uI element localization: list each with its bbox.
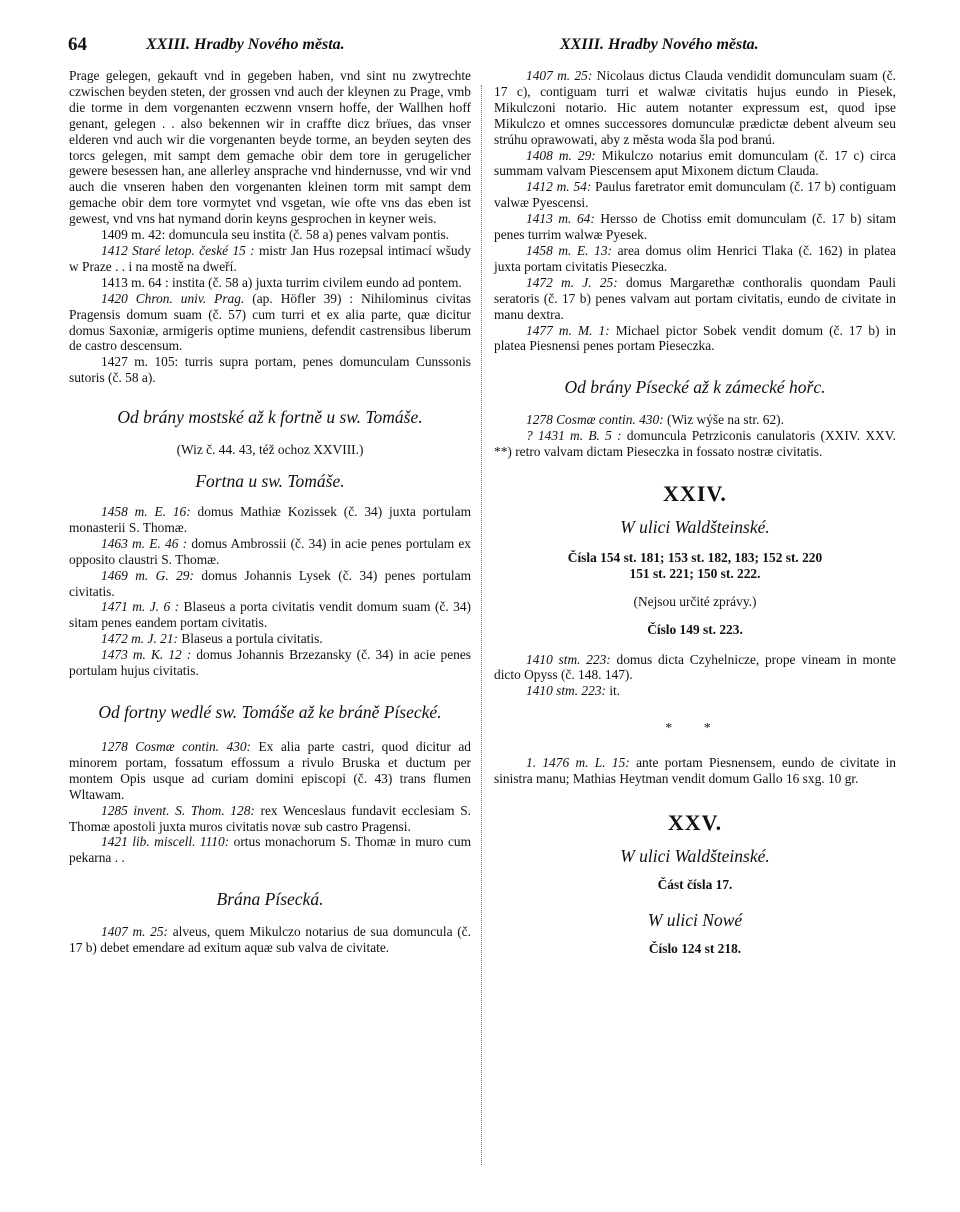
entry-1458 bbox=[494, 243, 896, 275]
fortna-entries bbox=[69, 504, 471, 679]
entry-ref: 1420 Chron. univ. Prag. bbox=[101, 290, 245, 306]
right-column bbox=[494, 68, 896, 957]
entry-ref: 1477 m. M. 1: bbox=[526, 322, 610, 338]
entry-1407 bbox=[494, 68, 896, 148]
entry-1410b bbox=[494, 683, 896, 699]
page-number: 64 bbox=[68, 34, 87, 55]
running-head-right: XXIII. Hradby Nového města. bbox=[560, 36, 759, 53]
entry-ref: 1458 m. E. 16: bbox=[101, 504, 191, 520]
entry-ref: 1469 m. G. 29: bbox=[101, 567, 194, 583]
column-divider bbox=[481, 85, 482, 1165]
entry-ref: 1407 m. 25: bbox=[526, 68, 593, 83]
entry-1458 bbox=[69, 504, 471, 536]
entry-text: ortus monachorum S. Thomæ in muro cum pekarna . . bbox=[69, 834, 472, 866]
entry-1278 bbox=[494, 412, 896, 428]
entry-text: (Wiz wýše na str. 62). bbox=[663, 412, 784, 428]
entry-ref: 1412 Staré letop. české 15 : bbox=[101, 242, 255, 258]
entry-ref: 1409 m. 42: bbox=[101, 227, 166, 243]
entry-1472 bbox=[494, 275, 896, 323]
entry-1409 bbox=[69, 227, 471, 243]
entry-1421 bbox=[69, 834, 471, 866]
asterisks-divider: * * bbox=[665, 721, 725, 737]
entry-1407 bbox=[69, 924, 471, 956]
entry-ref: 1407 m. 25: bbox=[101, 924, 169, 940]
entry-1431 bbox=[494, 428, 896, 460]
wiz-note: (Wiz č. 44. 43, též ochoz XXVIII.) bbox=[176, 442, 364, 458]
entry-1469 bbox=[69, 568, 471, 600]
entry-text: turris supra portam, penes domunculam Cunssonis sutoris (č. 58 a). bbox=[69, 354, 472, 386]
entry-ref: 1472 m. J. 21: bbox=[101, 631, 178, 647]
entry-1412 bbox=[494, 179, 896, 211]
entry-ref: 1285 invent. S. Thom. 128: bbox=[101, 802, 255, 818]
entry-text: domus dicta Czyhelnicze, prope vineam in monte dicto Opyss (č. 148. 147). bbox=[494, 651, 896, 683]
section-heading-fortny: Od fortny wedlé sw. Tomáše až ke bráně Písecké. bbox=[98, 702, 442, 722]
house-124: Číslo 124 st 218. bbox=[648, 940, 742, 956]
entry-text: domuncula Petrziconis canulatoris (XXIV. XXV. **) retro valvam dictam Pieseczka in fossato nostræ civitatis. bbox=[494, 428, 896, 460]
section-heading-fortna: Fortna u sw. Tomáše. bbox=[195, 471, 345, 492]
entry-1285 bbox=[69, 803, 471, 835]
entry-ref: 1458 m. E. 13: bbox=[526, 242, 612, 258]
entry-text: Ex alia parte castri, quod dicitur ad minorem portam, fossatum effossum a rivulo Bruska et ductum per montem Opis usque ad curiam domini episcopi (č. 43) trans flumen Wltawam. bbox=[69, 739, 471, 802]
section-number-xxv: XXV. bbox=[667, 810, 723, 835]
entry-text: domus Johannis Lysek (č. 34) penes portulam civitatis. bbox=[69, 567, 471, 599]
entry-text: alveus, quem Mikulczo notarius de sua domuncula (č. 17 b) debet emendare ad exitum aquæ sub valva de civitate. bbox=[69, 924, 471, 956]
entry-1472 bbox=[69, 631, 471, 647]
left-column bbox=[69, 68, 471, 956]
entry-ref: 1413 m. 64 : bbox=[101, 274, 169, 290]
entry-ref: 1. 1476 m. L. 15: bbox=[526, 755, 630, 771]
entry-ref: 1410 stm. 223: bbox=[526, 683, 606, 699]
entry-ref: 1408 m. 29: bbox=[526, 147, 596, 163]
intro-paragraph: Prage gelegen, gekauft vnd in gegeben haben, vnd sint nu zwytrechte czwischen beyden steten, der grossen vnd auch der kleynen zu Prage, vmb die torme in dem vorgenanten eczwenn vnsern hoffe, der Wallhen hoff genant, gelegen . . also bekennen wir in craffte dicz brïues, das vnser elderen vnd auch wir die vorgenanten beyde torme, an beyden seyten des torcs gelegen, mit sampt dem gemache obir dem tore in gerugelicher gewere besessen han, ane allerley ansprache vnd hindernusse, vnd wir vnd auch die vnseren haben den vorgenanten kleinen torm mit sampt dem gemache obir dem tore vormytet vnd vsgetan, wie ofte vns das eben ist gewest, vnd vns hat nymand dorin keyns gesprochen in keyner weis. bbox=[69, 68, 471, 227]
entry-text: ante portam Piesnensem, eundo de civitate in sinistra manu; Mathias Heytman vendit domum Gallo 16 sxg. 10 gr. bbox=[494, 755, 896, 787]
entry-1413 bbox=[69, 275, 471, 291]
entry-1476 bbox=[494, 755, 896, 787]
entry-1278 bbox=[69, 739, 471, 803]
xxv-street: W ulici Waldšteinské. bbox=[620, 845, 770, 866]
entry-ref: 1473 m. K. 12 : bbox=[101, 647, 192, 663]
entry-ref: 1472 m. J. 25: bbox=[526, 274, 618, 290]
entry-text: domus Ambrossii (č. 34) in acie penes portulam ex opposito claustri S. Thomæ. bbox=[69, 535, 471, 567]
entry-text: Hersso de Chotiss emit domunculam (č. 17 b) sitam penes turrim walwæ Pyesek. bbox=[494, 211, 896, 243]
entry-ref: 1421 lib. miscell. 1110: bbox=[101, 834, 230, 850]
section-heading-brana: Brána Písecká. bbox=[216, 889, 324, 910]
entry-text: Mikulczo notarius emit domunculam (č. 17 c) circa summam valvam Piescensem aput Mixonem dictum Clauda. bbox=[494, 147, 896, 179]
entry-text: Paulus faretrator emit domunculam (č. 17 b) contiguam valwæ Pyescensi. bbox=[494, 179, 896, 211]
entry-ref: 1413 m. 64: bbox=[526, 211, 595, 227]
entry-ref: 1471 m. J. 6 : bbox=[101, 599, 180, 615]
entry-ref: 1278 Cosmæ contin. 430: bbox=[526, 412, 664, 428]
entry-1410 bbox=[494, 652, 896, 684]
fortny-entries bbox=[69, 739, 471, 866]
xxiv-street: W ulici Waldšteinské. bbox=[620, 516, 770, 537]
entry-ref: 1427 m. 105: bbox=[101, 354, 179, 370]
entry-1463 bbox=[69, 536, 471, 568]
entry-ref: 1410 stm. 223: bbox=[526, 651, 611, 667]
entry-text: domus Margarethæ conthoralis quondam Pauli seratoris (č. 17 b) penes valvam aut portam civitatis, eundo de civitate in manu dextra. bbox=[494, 274, 896, 322]
entry-text: domuncula seu instita (č. 58 a) penes valvam pontis. bbox=[165, 227, 450, 243]
part-of-17: Část čísla 17. bbox=[657, 876, 733, 892]
entry-1412 bbox=[69, 243, 471, 275]
xxiv-house-numbers: Čísla 154 st. 181; 153 st. 182, 183; 152 st. 220 bbox=[567, 549, 823, 565]
entry-1477 bbox=[494, 323, 896, 355]
pisecke-entries bbox=[494, 412, 896, 460]
house-149: Číslo 149 st. 223. bbox=[647, 621, 743, 637]
entry-text: domus Mathiæ Kozissek (č. 34) juxta portulam monasterii S. Thomæ. bbox=[69, 504, 471, 535]
entry-ref: 1278 Cosmæ contin. 430: bbox=[101, 739, 251, 754]
entry-text: rex Wenceslaus fundavit ecclesiam S. Thomæ apostoli juxta muros civitatis novæ sub castro Pragensi. bbox=[69, 802, 471, 834]
entry-text: area domus olim Henrici Tlaka (č. 162) in platea juxta portam civitatis Pieseczka. bbox=[494, 242, 896, 274]
entry-1471 bbox=[69, 599, 471, 631]
entry-text: instita (č. 58 a) juxta turrim civilem eundo ad pontem. bbox=[168, 274, 462, 290]
entry-ref: 1463 m. E. 46 : bbox=[101, 535, 188, 551]
no-reports-note: (Nejsou určité zprávy.) bbox=[633, 593, 757, 609]
entry-text: mistr Jan Hus rozepsal intimací wšudy w Praze . . i na mostě na dweří. bbox=[69, 242, 472, 274]
entry-text: Blaseus a porta civitatis vendit domum suam (č. 34) sitam penes eandem portam civitatis. bbox=[69, 599, 472, 631]
house-149-entries bbox=[494, 652, 896, 700]
entry-ref: ? 1431 m. B. 5 : bbox=[526, 428, 622, 444]
entry-1427 bbox=[69, 354, 471, 386]
entry-1473 bbox=[69, 647, 471, 679]
section-heading-most: Od brány mostské až k fortně u sw. Tomáše. bbox=[117, 407, 423, 428]
section-heading-pisecke: Od brány Písecké až k zámecké hořc. bbox=[564, 377, 826, 398]
entry-text: Nicolaus dictus Clauda vendidit domunculam suam (č. 17 c), contiguam turri et walwæ civitatis hujus eundo in Piesek, Mikulczoni notario. Hic autem notanter expressum est, quod ipse Mikulczo et omnes successores domunculæ prædictæ debent alveum seu strúhu oprawowati, aby z města woda šla pod branú. bbox=[494, 68, 896, 147]
entry-1408 bbox=[494, 148, 896, 180]
entry-1413 bbox=[494, 211, 896, 243]
running-head-left: XXIII. Hradby Nového města. bbox=[146, 36, 345, 53]
entry-text: Blaseus a portula civitatis. bbox=[177, 631, 323, 647]
entry-text: domus Johannis Brzezansky (č. 34) in acie penes portulam hujus civitatis. bbox=[69, 647, 471, 679]
section-number-xxiv: XXIV. bbox=[663, 481, 727, 507]
nowe-street: W ulici Nowé bbox=[647, 909, 743, 930]
xxiv-house-numbers-cont: 151 st. 221; 150 st. 222. bbox=[629, 565, 761, 581]
entry-ref: 1412 m. 54: bbox=[526, 179, 592, 195]
page-header bbox=[0, 34, 960, 62]
entry-text: Michael pictor Sobek vendit domum (č. 17 b) in platea Piesnensi penes portam Pieseczka. bbox=[494, 322, 896, 354]
entry-text: it. bbox=[605, 683, 621, 699]
entry-1420 bbox=[69, 291, 471, 355]
entry-text: (ap. Höfler 39) : Nihilominus civitas Pragensis domum suam (č. 57) cum turri et ex alia parte, quæ dicitur domus Saxoniæ, armigeris optime muniens, defendit castrensibus liberum de castro descensum. bbox=[69, 290, 471, 354]
